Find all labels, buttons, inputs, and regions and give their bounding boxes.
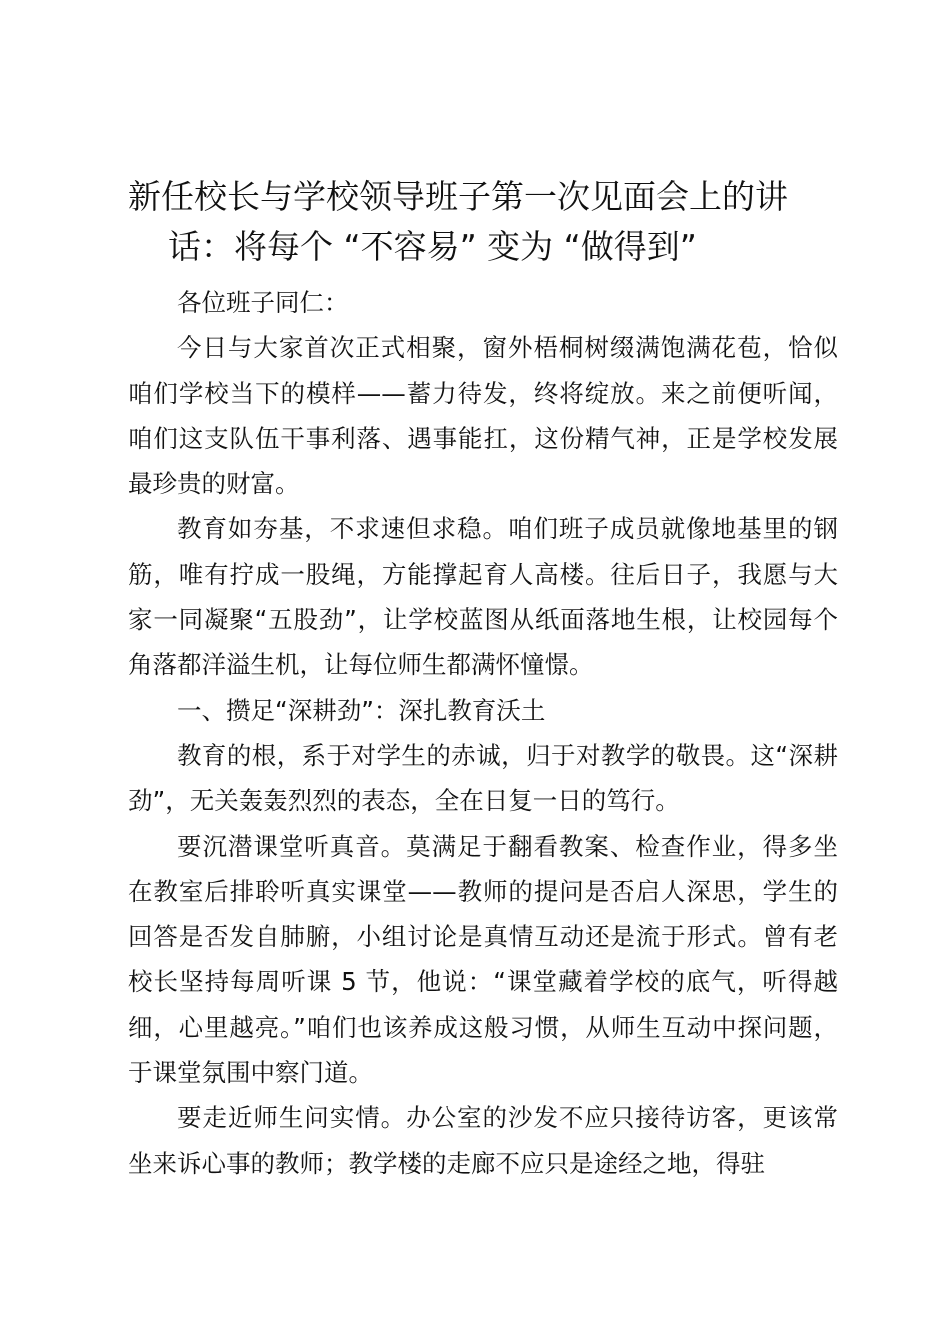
salutation: 各位班子同仁：: [177, 288, 349, 317]
title-line-1: 新任校长与学校领导班子第一次见面会上的讲: [128, 177, 788, 216]
paragraph-2: 教育如夯基，不求速但求稳。咱们班子成员就像地基里的钢筋，唯有拧成一股绳，方能撑起育人高楼。往后日子，我愿与大家一同凝聚“五股劲”，让学校蓝图从纸面落地生根，让校园每个角落都洋溢生机，让每位师生都满怀憧憬。: [128, 514, 838, 680]
title-line-2: 话：将每个 “不容易” 变为 “做得到”: [168, 227, 697, 266]
paragraph-1: 今日与大家首次正式相聚，窗外梧桐树缀满饱满花苞，恰似咱们学校当下的模样——蓄力待发，终将绽放。来之前便听闻，咱们这支队伍干事利落、遇事能扛，这份精气神，正是学校发展最珍贵的财富。: [128, 333, 838, 499]
paragraph-4: 要沉潜课堂听真音。莫满足于翻看教案、检查作业，得多坐在教室后排聆听真实课堂——教师的提问是否启人深思，学生的回答是否发自肺腑，小组讨论是真情互动还是流于形式。曾有老校长坚持每周听课 5 节，他说：“课堂藏着学校的底气，听得越细，心里越亮。”咱们也该养成这般习惯，从师生互动中探问题，于课堂氛围中察门道。: [128, 831, 838, 1088]
paragraph-5: 要走近师生问实情。办公室的沙发不应只接待访客，更该常坐来诉心事的教师；教学楼的走廊不应只是途经之地，得驻: [128, 1103, 838, 1178]
paragraph-3: 教育的根，系于对学生的赤诚，归于对教学的敬畏。这“深耕劲”，无关轰轰烈烈的表态，全在日复一日的笃行。: [128, 740, 838, 816]
section-heading-1: 一、攒足“深耕劲”：深扎教育沃土: [177, 695, 546, 725]
document-body: [128, 280, 838, 1186]
document-title: [128, 172, 838, 272]
